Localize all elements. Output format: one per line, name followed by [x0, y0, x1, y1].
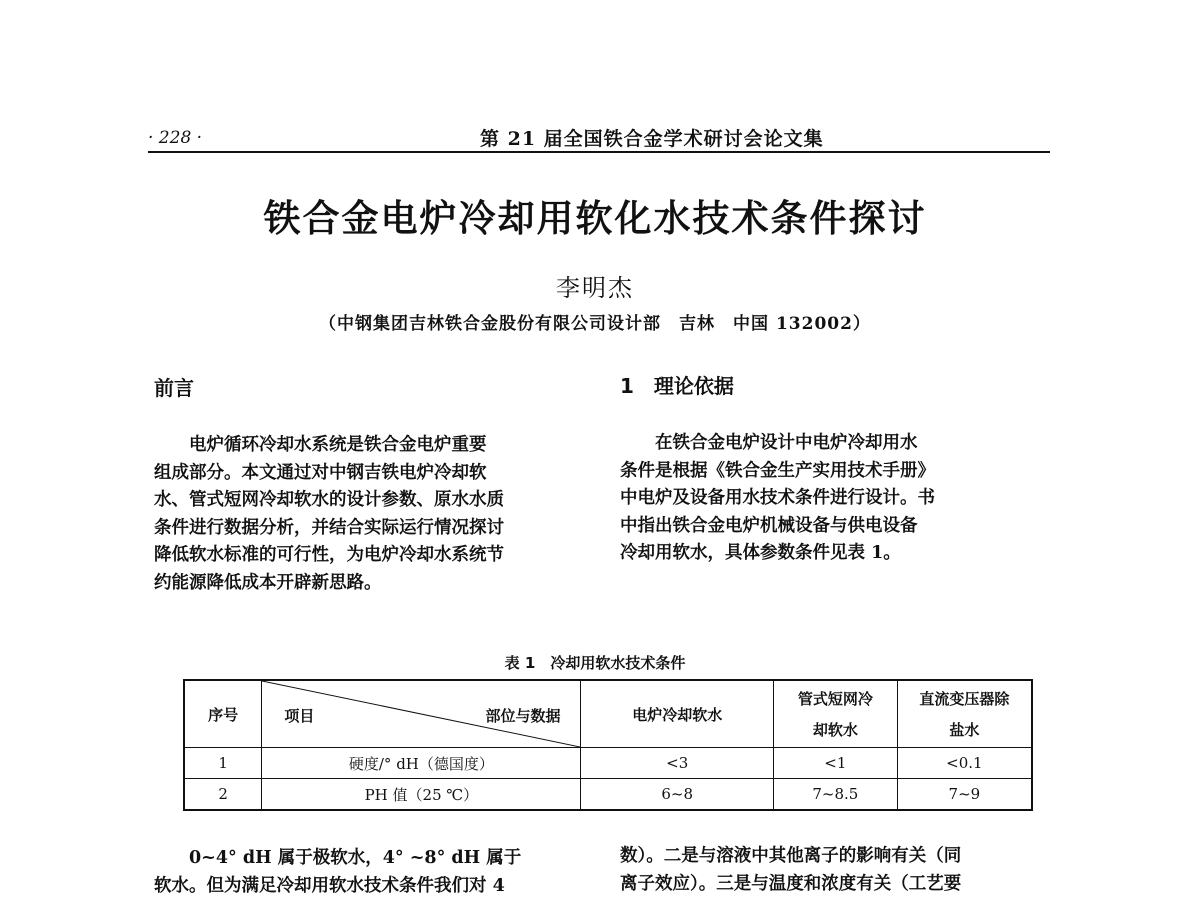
text-line: 中指出铁合金电炉机械设备与供电设备 — [620, 515, 918, 536]
header-position: 部位与数据 — [485, 707, 561, 725]
cell-item: PH 值（25 ℃） — [262, 779, 581, 811]
section-heading-theory: 1 理论依据 — [620, 374, 734, 398]
text-line: 条件是根据《铁合金生产实用技术手册》 — [620, 460, 935, 481]
cell-furnace-value: 6~8 — [581, 779, 774, 811]
text-line: 在铁合金电炉设计中电炉冷却用水 — [620, 433, 918, 453]
spec-table — [183, 679, 1033, 811]
text-line: 数）。二是与溶液中其他离子的影响有关（同 — [620, 846, 962, 866]
bottom-left-paragraph — [154, 845, 574, 900]
text-line: 条件进行数据分析，并结合实际运行情况探讨 — [154, 517, 504, 538]
running-title: 第 21 届全国铁合金学术研讨会论文集 — [480, 128, 824, 150]
text-line: 电炉循环冷却水系统是铁合金电炉重要 — [154, 435, 487, 455]
preface-paragraph — [154, 432, 564, 597]
cell-busbar-value: 7~8.5 — [773, 779, 897, 811]
header-rule — [148, 151, 1050, 153]
text-line: 中电炉及设备用水技术条件进行设计。书 — [620, 488, 935, 508]
text-line: 降低软水标准的可行性，为电炉冷却水系统节 — [154, 545, 504, 565]
author: 李明杰 — [556, 274, 634, 302]
affiliation: （中钢集团吉林铁合金股份有限公司设计部 吉林 中国 132002） — [319, 314, 871, 334]
text-line: 冷却用软水，具体参数条件见表 1。 — [620, 543, 901, 563]
page-number: · 228 · — [148, 128, 203, 148]
header-item-diagonal — [262, 680, 581, 748]
header-busbar-line2: 却软水 — [812, 721, 858, 739]
header-busbar-cooling — [773, 680, 897, 748]
table-header-row — [184, 680, 1032, 748]
text-line: 水、管式短网冷却软水的设计参数、原水水质 — [154, 490, 504, 510]
section-heading-preface: 前言 — [154, 376, 194, 400]
cell-transformer-value: <0.1 — [897, 748, 1032, 779]
header-transformer-line1: 直流变压器除 — [919, 690, 1010, 708]
text-line: 离子效应）。三是与温度和浓度有关（工艺要 — [620, 873, 962, 894]
cell-seq: 2 — [184, 779, 262, 811]
header-furnace-cooling: 电炉冷却软水 — [581, 680, 774, 748]
text-line: 组成部分。本文通过对中钢吉铁电炉冷却软 — [154, 462, 487, 483]
text-line: 软水。但为满足冷却用软水技术条件我们对 4 — [154, 875, 505, 896]
theory-paragraph — [620, 430, 992, 568]
header-transformer-line2: 盐水 — [949, 721, 980, 739]
header-transformer-water — [897, 680, 1032, 748]
table-caption: 表 1 冷却用软水技术条件 — [504, 654, 686, 672]
cell-furnace-value: <3 — [581, 748, 774, 779]
text-line: 0~4° dH 属于极软水，4° ~8° dH 属于 — [154, 848, 522, 868]
table-row — [184, 748, 1032, 779]
bottom-right-paragraph — [620, 843, 1040, 898]
header-seq: 序号 — [184, 680, 262, 748]
text-line: 约能源降低成本开辟新思路。 — [154, 572, 382, 593]
cell-transformer-value: 7~9 — [897, 779, 1032, 811]
header-busbar-line1: 管式短网冷 — [797, 690, 873, 708]
cell-seq: 1 — [184, 748, 262, 779]
header-item: 项目 — [284, 707, 315, 725]
cell-busbar-value: <1 — [773, 748, 897, 779]
cell-item: 硬度/° dH（德国度） — [262, 748, 581, 779]
paper-title: 铁合金电炉冷却用软化水技术条件探讨 — [263, 197, 927, 240]
table-row — [184, 779, 1032, 811]
